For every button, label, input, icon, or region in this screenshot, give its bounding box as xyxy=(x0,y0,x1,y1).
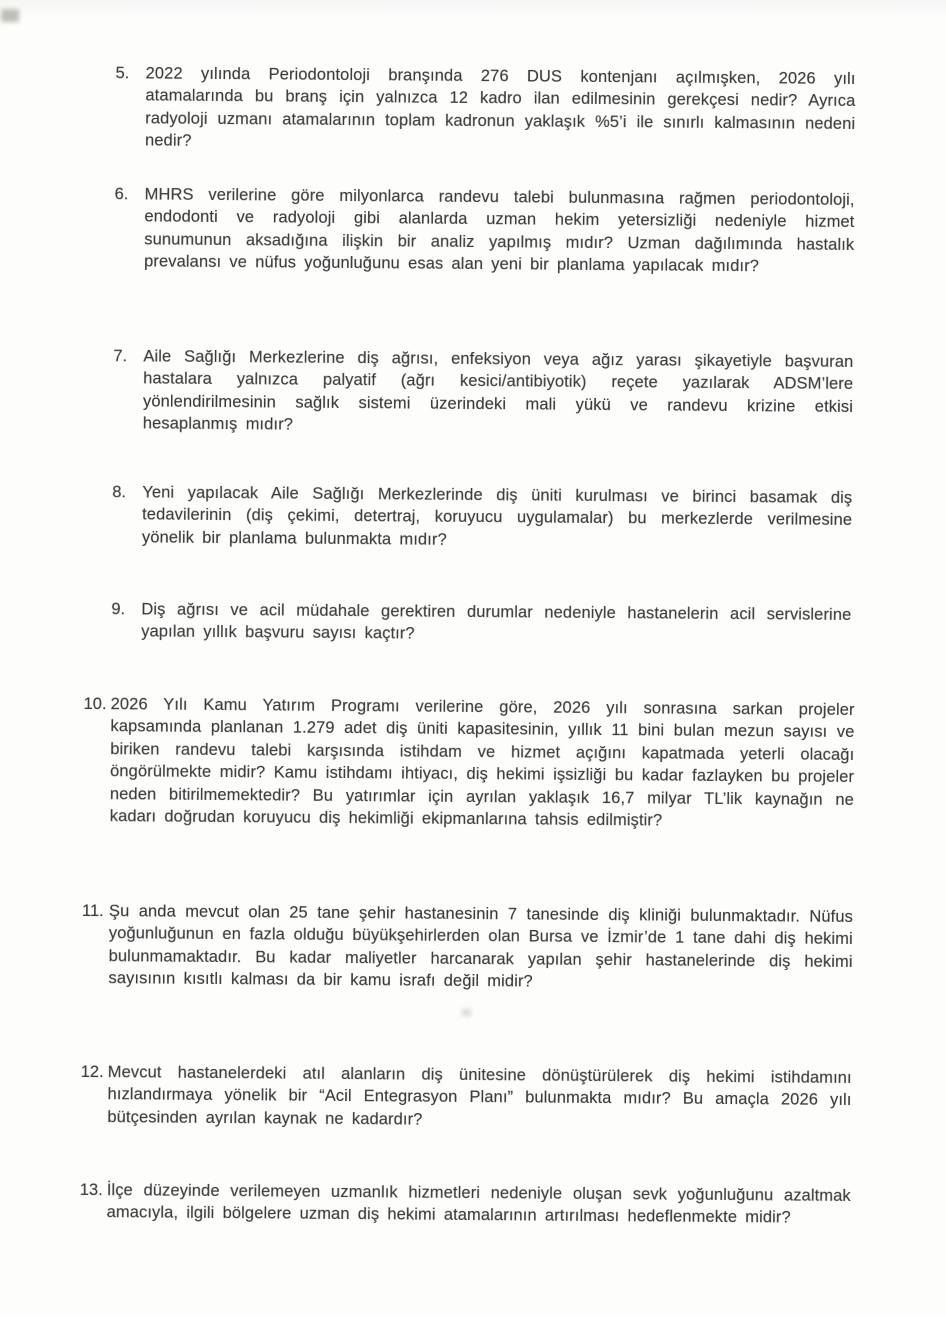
question-item-7 xyxy=(2,344,946,441)
question-number: 7. xyxy=(113,347,128,366)
question-item-10 xyxy=(0,692,946,834)
question-item-11 xyxy=(0,899,944,996)
question-text: 2022 yılında Periodontoloji branşında 276 DUS kontenjanı açılmışken, 2026 yılı atamalarında bu branş için yalnızca 12 kadro ilan edilmesinin gerekçesi nedir? Ayrıca radyoloji uzmanı atamalarının toplam kadronun yaklaşık %5’i ile sınırlı kalmasının nedeni nedir? xyxy=(144,64,856,150)
question-text: Aile Sağlığı Merkezlerine diş ağrısı, enfeksiyon veya ağız yarası şikayetiyle başvuran hastalara yalnızca palyatif (ağrı kesici/antibiyotik) reçete yazılarak ADSM’lere yönlendirilmesinin sağlık sistemi üzerindeki mali yükü ve randevu krizine etkisi hesaplanmış mıdır? xyxy=(142,347,854,434)
question-text: Şu anda mevcut olan 25 tane şehir hastanesinin 7 tanesinde diş kliniği bulunmaktadır. Nüfus yoğunluğunun en fazla olduğu büyükşehirlerden olan Bursa ve İzmir’de 1 tane dahi diş hekimi bulunmamaktadır. Bu kadar maliyetler harcanarak yapılan şehir hastanelerinde diş hekimi sayısının kısıtlı kalması da bir kamu israfı değil midir? xyxy=(108,902,854,991)
question-text: İlçe düzeyinde verilemeyen uzmanlık hizmetleri nedeniyle oluşan sevk yoğunluğunu azaltmak amacıyla, ilgili bölgelere uzman diş hekimi atamalarının artırılması hedeflenmekte midir? xyxy=(106,1181,851,1227)
question-item-8 xyxy=(1,480,946,555)
question-text: Yeni yapılacak Aile Sağlığı Merkezlerinde diş üniti kurulması ve birinci basamak diş tedavilerinin (diş çekimi, detertraj, koruyucu uygulamalar) bu merkezlerde verilmesine yönelik bir planlama bulunmakta mıdır? xyxy=(141,483,853,549)
question-number: 13. xyxy=(79,1180,103,1200)
question-number: 11. xyxy=(81,901,104,921)
question-text: Mevcut hastanelerdeki atıl alanların diş ünitesine dönüştürülerek diş hekimi istihdamını hızlandırmaya yönelik bir “Acil Entegrasyon Planı” bulunmakta mıdır? Bu amaçla 2026 yılı bütçesinden ayrılan kaynak ne kadardır? xyxy=(107,1063,852,1129)
question-item-5 xyxy=(4,61,946,158)
question-item-9 xyxy=(0,597,946,649)
question-item-12 xyxy=(0,1060,943,1135)
question-number: 6. xyxy=(114,185,129,204)
question-number: 5. xyxy=(115,64,130,83)
question-number: 12. xyxy=(80,1062,104,1082)
question-text: Diş ağrısı ve acil müdahale gerektiren durumlar nedeniyle hastanelerin acil servislerine yapılan yıllık başvuru sayısı kaçtır? xyxy=(141,600,852,643)
question-number: 9. xyxy=(111,600,126,619)
question-text: MHRS verilerine göre milyonlarca randevu talebi bulunmasına rağmen periodontoloji, endodonti ve radyoloji gibi alanlarda uzman hekim yetersizliği nedeniyle hizmet sunumunun aksadığına ilişkin bir analiz yapılmış mıdır? Uzman dağılımında hastalık prevalansı ve nüfus yoğunluğunu esas alan yeni bir planlama yapılacak mıdır? xyxy=(144,185,855,276)
question-item-6 xyxy=(3,182,946,279)
scan-artifact-smudge xyxy=(462,1009,471,1016)
question-number: 8. xyxy=(112,483,127,502)
question-text: 2026 Yılı Kamu Yatırım Programı verilerine göre, 2026 yılı sonrasına sarkan projeler kapsamında planlanan 1.279 adet diş üniti kapasitesinin, yıllık 11 bini bulan mezun sayısı ve biriken randevu talebi karşısında istihdam ve hizmet açığını kapatmada yeterli olacağı öngörülmekte midir? Kamu istihdamı ihtiyacı, diş hekimi işsizliği bu kadar fazlayken bu projeler neden bitirilmemektedir? Bu yatırımlar için ayrılan yaklaşık 16,7 milyar TL’lik kaynağın ne kadarı doğrudan koruyucu diş hekimliği ekipmanlarına tahsis edilmiştir? xyxy=(109,695,855,830)
question-number: 10. xyxy=(83,694,107,714)
question-item-13 xyxy=(0,1178,942,1230)
